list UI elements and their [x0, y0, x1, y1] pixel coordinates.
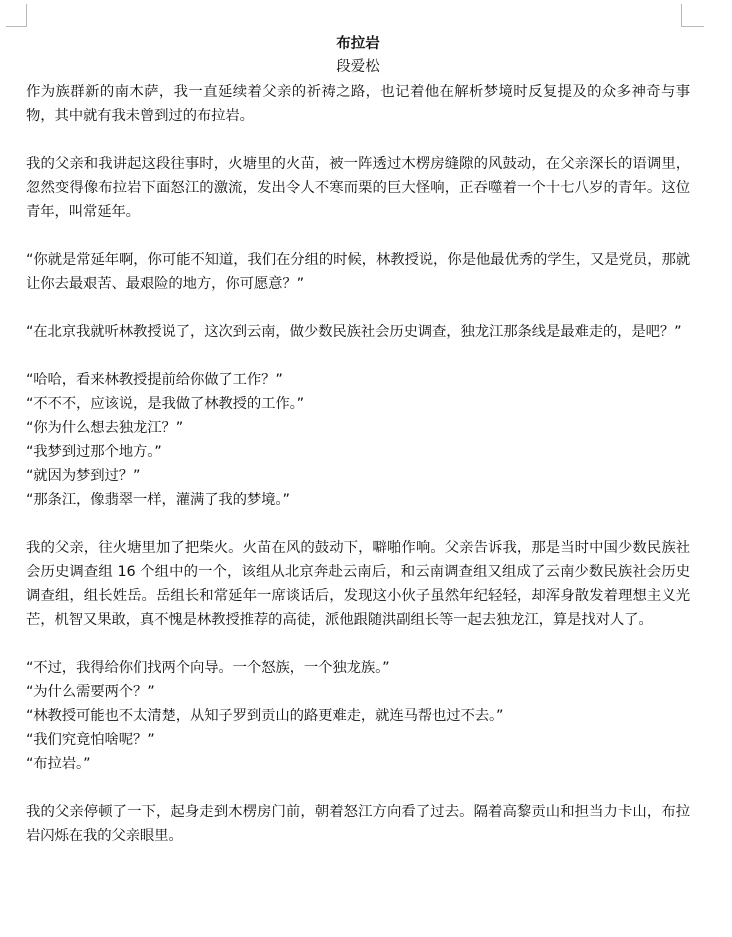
paragraph: 我的父亲停顿了一下，起身走到木楞房门前，朝着怒江方向看了过去。隔着高黎贡山和担当力卡山，布拉岩闪烁在我的父亲眼里。	[26, 804, 690, 844]
page-corner-mark-left	[6, 4, 27, 27]
dialogue-line: “不不不，应该说，是我做了林教授的工作。”	[26, 396, 304, 412]
paragraph: 作为族群新的南木萨，我一直延续着父亲的祈祷之路，也记着他在解析梦境时反复提及的众多神奇与事物，其中就有我未曾到过的布拉岩。	[26, 84, 690, 124]
dialogue-line: “我梦到过那个地方。”	[26, 444, 162, 460]
dialogue-block	[26, 656, 690, 776]
dialogue-block	[26, 368, 690, 512]
document-title: 布拉岩	[336, 36, 380, 52]
paragraph: 我的父亲和我讲起这段往事时，火塘里的火苗，被一阵透过木楞房缝隙的风鼓动，在父亲深长的语调里，忽然变得像布拉岩下面怒江的激流，发出令人不寒而栗的巨大怪响，正吞噬着一个十七八岁的青年。这位青年，叫常延年。	[26, 156, 690, 220]
dialogue-line: “我们究竟怕啥呢？”	[26, 732, 155, 748]
dialogue-line: “就因为梦到过？”	[26, 468, 141, 484]
dialogue-line: “布拉岩。”	[26, 756, 91, 772]
paragraph: “你就是常延年啊，你可能不知道，我们在分组的时候，林教授说，你是他最优秀的学生，又是党员，那就让你去最艰苦、最艰险的地方，你可愿意？”	[26, 252, 690, 292]
dialogue-line: “林教授可能也不太清楚，从知子罗到贡山的路更难走，就连马帮也过不去。”	[26, 708, 504, 724]
paragraph: “在北京我就听林教授说了，这次到云南，做少数民族社会历史调查，独龙江那条线是最难走的，是吧？”	[26, 324, 682, 340]
document-author: 段爱松	[336, 59, 380, 75]
dialogue-line: “为什么需要两个？”	[26, 684, 155, 700]
dialogue-line: “哈哈，看来林教授提前给你做了工作？”	[26, 372, 283, 388]
document-page	[26, 32, 690, 848]
dialogue-line: “你为什么想去独龙江？”	[26, 420, 184, 436]
paragraph: 我的父亲，往火塘里加了把柴火。火苗在风的鼓动下，噼啪作响。父亲告诉我，那是当时中国少数民族社会历史调查组 16 个组中的一个，该组从北京奔赴云南后，和云南调查组又组成了云南少数民族社会历史调查组，组长姓岳。岳组长和常延年一席谈话后，发现这小伙子虽然年纪轻轻，却浑身散发着理想主义光芒，机智又果敢，真不愧是林教授推荐的高徒，派他跟随洪副组长等一起去独龙江，算是找对人了。	[26, 540, 690, 628]
page-corner-mark-right	[681, 4, 704, 27]
dialogue-line: “不过，我得给你们找两个向导。一个怒族，一个独龙族。”	[26, 660, 390, 676]
dialogue-line: “那条江，像翡翠一样，灌满了我的梦境。”	[26, 492, 290, 508]
